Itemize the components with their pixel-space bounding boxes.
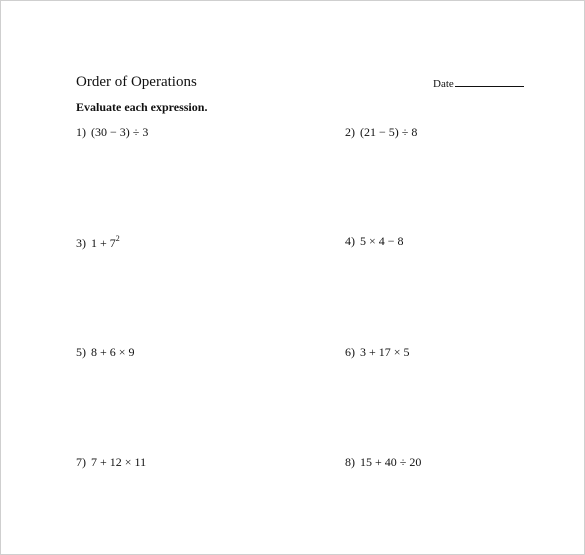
problem-6 <box>345 345 410 360</box>
problem-number: 7) <box>76 455 86 469</box>
problem-expression: (30 − 3) ÷ 3 <box>91 125 149 139</box>
problem-3 <box>76 236 120 251</box>
date-label: Date <box>433 78 454 90</box>
problem-expression: 8 + 6 × 9 <box>91 345 135 359</box>
worksheet-title: Order of Operations <box>76 74 197 90</box>
problem-number: 8) <box>345 455 355 469</box>
date-blank-line <box>455 76 524 87</box>
problem-expression: 7 + 12 × 11 <box>91 455 147 469</box>
problem-expression: (21 − 5) ÷ 8 <box>360 125 418 139</box>
problem-expression <box>91 236 120 251</box>
problem-1 <box>76 125 148 140</box>
problem-number: 6) <box>345 345 355 359</box>
problem-expression: 3 + 17 × 5 <box>360 345 410 359</box>
problem-number: 2) <box>345 125 355 139</box>
expression-exponent: 2 <box>115 234 120 243</box>
problem-8 <box>345 455 421 470</box>
problem-7 <box>76 455 146 470</box>
problem-number: 1) <box>76 125 86 139</box>
problem-4 <box>345 234 404 249</box>
expression-base: 1 + 7 <box>91 236 116 250</box>
problem-expression: 5 × 4 − 8 <box>360 234 404 248</box>
problem-5 <box>76 345 135 360</box>
problem-number: 3) <box>76 236 86 250</box>
problem-number: 5) <box>76 345 86 359</box>
worksheet-instructions: Evaluate each expression. <box>76 100 208 114</box>
problem-number: 4) <box>345 234 355 248</box>
problem-expression: 15 + 40 ÷ 20 <box>360 455 422 469</box>
date-field <box>433 76 524 91</box>
problem-2 <box>345 125 417 140</box>
